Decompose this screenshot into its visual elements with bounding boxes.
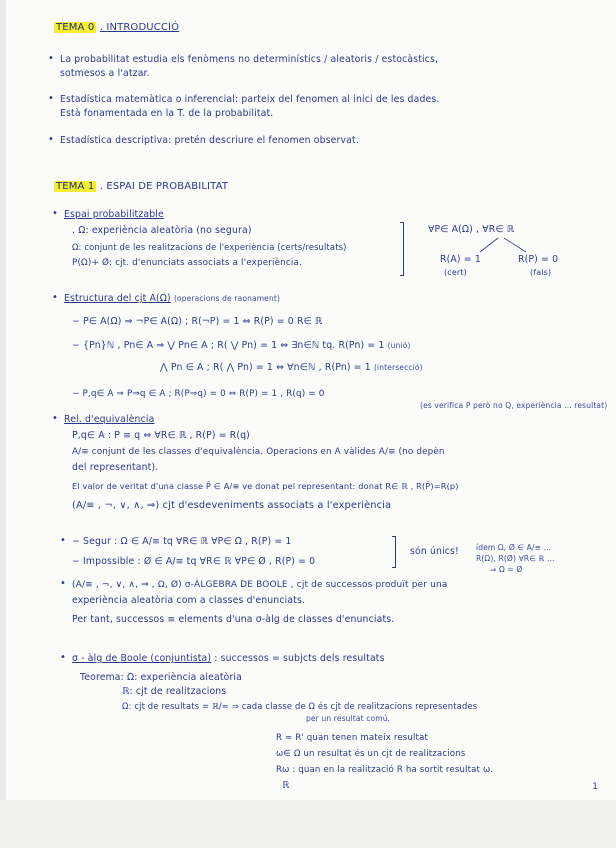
espai-right: (fals) xyxy=(530,268,552,277)
espai-right: R(A) = 1 xyxy=(440,254,481,265)
segur-note: ídem Ω, Ø ∈ A/≡ ... xyxy=(476,543,552,552)
page-bottom-margin xyxy=(0,800,616,848)
page-edge xyxy=(0,0,6,848)
estructura-text: ⋀ Pn ∈ A ; R( ⋀ Pn) = 1 ⇔ ∀n∈ℕ , R(Pn) = 1 xyxy=(160,362,371,373)
estructura-text: − {Pn}ℕ , Pn∈ A ⇒ ⋁ Pn∈ A ; R( ⋁ Pn) = 1 ⇔ ∃n∈ℕ tq. R(Pn) = 1 xyxy=(72,340,385,351)
estructura-note: (intersecció) xyxy=(373,363,423,372)
espai-line: . Ω: experiència aleatòria (no segura) xyxy=(72,225,252,236)
segur-line: − Impossible : Ø ∈ A/≡ tq ∀R∈ ℝ ∀P∈ Ø , R(P) = 0 xyxy=(72,556,316,567)
espai-heading: Espai probabilitzable xyxy=(64,209,164,220)
bullet-dot: • xyxy=(48,134,54,145)
segur-unique: són únics! xyxy=(410,546,459,557)
espai-right: R(P) = 0 xyxy=(518,254,559,265)
sigma-line: per un resultat comú. xyxy=(306,714,391,723)
bracket xyxy=(400,222,404,276)
bullet-dot: • xyxy=(60,535,66,546)
tema0-title: . INTRODUCCIÓ xyxy=(99,22,180,33)
sigma-line: Ω: cjt de resultats = ℝ/≈ ⇒ cada classe de Ω és cjt de realitzacions representades xyxy=(122,701,478,711)
boole-line: (A/≡ , ¬, ∨, ∧, ⇒ , Ω, Ø) σ-ÀLGEBRA DE BOOLE , cjt de successos produït per una xyxy=(72,580,448,590)
segur-note: R(Ω), R(Ø) ∀R∈ ℝ ... xyxy=(476,554,555,563)
tema0-line: sotmesos a l'atzar. xyxy=(60,68,150,79)
boole-line: Per tant, successos ≡ elements d'una σ-àlg de classes d'enunciats. xyxy=(72,614,395,625)
boole-line: experiència aleatòria com a classes d'enunciats. xyxy=(72,595,306,606)
sigma-line: Rω : quan en la realització R ha sortit resultat ω. xyxy=(276,765,494,775)
estructura-note: (operacions de raonament) xyxy=(173,294,281,303)
estructura-line: − P∈ A(Ω) ⇒ ¬P∈ A(Ω) ; R(¬P) = 1 ⇔ R(P) = 0 R∈ ℝ xyxy=(72,316,323,327)
segur-line: − Segur : Ω ∈ A/≡ tq ∀R∈ ℝ ∀P∈ Ω , R(P) = 1 xyxy=(72,536,292,547)
sigma-line: R ≈ R' quan tenen mateix resultat xyxy=(276,733,429,743)
tema1-tag: TEMA 1 xyxy=(56,181,95,192)
bracket xyxy=(392,536,396,568)
tema0-line: La probabilitat estudia els fenòmens no determinístics / aleatoris / estocàstics, xyxy=(60,54,439,65)
estructura-line xyxy=(72,340,411,352)
estructura-note: (es verifica P però no Q, experiència ... resultat) xyxy=(420,401,608,410)
tema0-tag: TEMA 0 xyxy=(56,22,95,33)
tema0-heading xyxy=(54,22,179,34)
bullet-dot: • xyxy=(52,292,58,303)
bullet-dot: • xyxy=(60,578,66,589)
espai-right: ∀P∈ A(Ω) , ∀R∈ ℝ xyxy=(428,224,515,235)
estructura-note: (unió) xyxy=(387,341,411,350)
estructura-heading: Estructura del cjt A(Ω) xyxy=(64,293,171,304)
tema0-line: Estadística descriptiva: pretén descriure el fenomen observat. xyxy=(60,135,359,146)
sigma-line: Teorema: Ω: experiència aleatòria xyxy=(80,672,243,683)
tema1-heading xyxy=(54,181,228,193)
equivalencia-line: (A/≡ , ¬, ∨, ∧, ⇒) cjt d'esdeveniments associats a l'experiència xyxy=(72,500,392,511)
equivalencia-line: del representant). xyxy=(72,462,159,473)
tema0-line: Estadística matemàtica o inferencial: parteix del fenomen al inici de les dades. xyxy=(60,94,440,105)
sigma-line: ω∈ Ω un resultat és un cjt de realitzacions xyxy=(276,749,466,759)
bullet-dot: • xyxy=(48,93,54,104)
espai-line: Ω: conjunt de les realitzacions de l'experiència (certs/resultats) xyxy=(72,242,347,252)
tema0-line: Està fonamentada en la T. de la probabilitat. xyxy=(60,108,274,119)
espai-right: (cert) xyxy=(444,268,467,277)
sigma-heading: σ - àlg de Boole (conjuntista) xyxy=(72,653,212,664)
sigma-line: ℝ: cjt de realitzacions xyxy=(122,686,227,697)
estructura-heading-row xyxy=(64,293,280,305)
sigma-line: ℝ xyxy=(282,780,290,791)
tema1-title: . ESPAI DE PROBABILITAT xyxy=(99,181,229,192)
sigma-heading-row xyxy=(72,653,385,665)
estructura-line: − P,q∈ A ⇒ P⇒q ∈ A ; R(P⇒q) = 0 ⇔ R(P) = 1 , R(q) = 0 xyxy=(72,389,325,399)
equivalencia-line: El valor de veritat d'una classe P̄ ∈ A/≡ ve donat pel representant: donat R∈ ℝ , R(P̄)=R(p) xyxy=(72,481,459,491)
arrows-icon xyxy=(470,236,540,256)
bullet-dot: • xyxy=(60,652,66,663)
equivalencia-line: P,q∈ A : P ≡ q ⇔ ∀R∈ ℝ , R(P) = R(q) xyxy=(72,430,250,441)
page-number: 1 xyxy=(592,782,598,792)
sigma-heading-right: : successos = subjcts dels resultats xyxy=(214,653,385,664)
bullet-dot: • xyxy=(48,53,54,64)
equivalencia-line: A/≡ conjunt de les classes d'equivalència. Operacions en A vàlides A/≡ (no depèn xyxy=(72,447,445,457)
bullet-dot: • xyxy=(52,413,58,424)
equivalencia-heading: Rel. d'equivalència xyxy=(64,414,155,425)
espai-line: P(Ω)+ Ø: cjt. d'enunciats associats a l'experiència. xyxy=(72,258,302,268)
segur-note: ⇒ Ω = Ø xyxy=(490,565,523,574)
estructura-line xyxy=(160,362,423,374)
bullet-dot: • xyxy=(52,208,58,219)
